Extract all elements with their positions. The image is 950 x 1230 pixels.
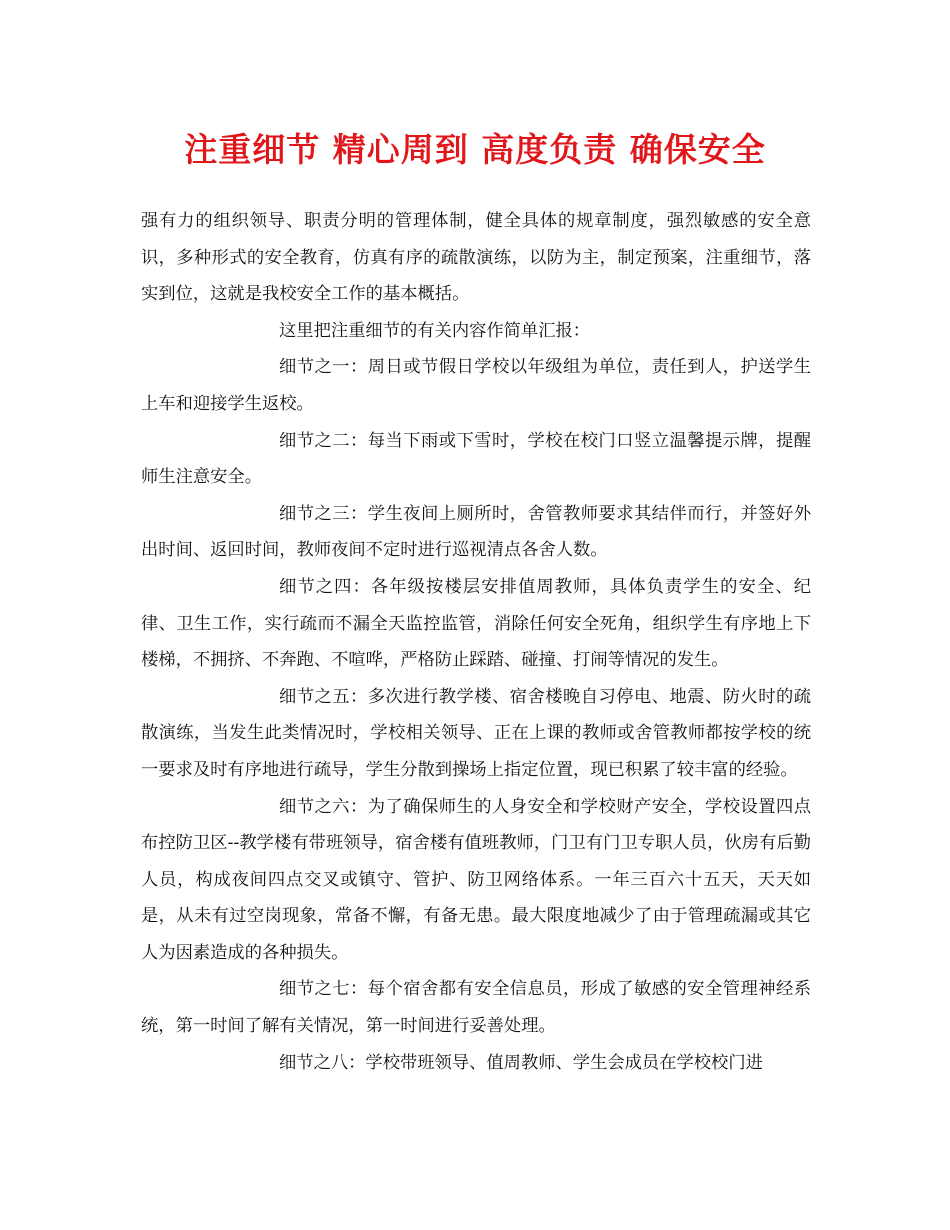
- paragraph-detail-2: 细节之二：每当下雨或下雪时，学校在校门口竖立温馨提示牌，提醒师生注意安全。: [141, 430, 811, 488]
- paragraph-detail-3: 细节之三：学生夜间上厕所时，舍管教师要求其结伴而行，并签好外出时间、返回时间，教师夜间不定时进行巡视清点各舍人数。: [141, 503, 811, 561]
- paragraph-detail-7: 细节之七：每个宿舍都有安全信息员，形成了敏感的安全管理神经系统，第一时间了解有关情况，第一时间进行妥善处理。: [141, 979, 811, 1037]
- paragraph-detail-8: 细节之八：学校带班领导、值周教师、学生会成员在学校校门进: [279, 1052, 763, 1073]
- document-title: 注重细节 精心周到 高度负责 确保安全: [184, 130, 766, 169]
- paragraph-summary-lead: 这里把注重细节的有关内容作简单汇报：: [279, 320, 591, 341]
- paragraph-detail-4: 细节之四：各年级按楼层安排值周教师，具体负责学生的安全、纪律、卫生工作，实行疏而不漏全天监控监管，消除任何安全死角，组织学生有序地上下楼梯，不拥挤、不奔跑、不喧哗，严格防止踩踏、碰撞、打闹等情况的发生。: [141, 576, 811, 671]
- document-body: [141, 203, 811, 1081]
- paragraph-detail-5: 细节之五：多次进行教学楼、宿舍楼晚自习停电、地震、防火时的疏散演练，当发生此类情况时，学校相关领导、正在上课的教师或舍管教师都按学校的统一要求及时有序地进行疏导，学生分散到操场上指定位置，现已积累了较丰富的经验。: [141, 686, 811, 780]
- paragraph-intro: 强有力的组织领导、职责分明的管理体制，健全具体的规章制度，强烈敏感的安全意识，多种形式的安全教育，仿真有序的疏散演练，以防为主，制定预案，注重细节，落实到位，这就是我校安全工作的基本概括。: [141, 211, 811, 305]
- paragraph-detail-1: 细节之一：周日或节假日学校以年级组为单位，责任到人，护送学生上车和迎接学生返校。: [141, 357, 811, 414]
- paragraph-detail-6: 细节之六：为了确保师生的人身安全和学校财产安全，学校设置四点布控防卫区--教学楼有带班领导，宿舍楼有值班教师，门卫有门卫专职人员，伙房有后勤人员，构成夜间四点交叉或镇守、管护、防卫网络体系。一年三百六十五天，天天如是，从未有过空岗现象，常备不懈，有备无患。最大限度地减少了由于管理疏漏或其它人为因素造成的各种损失。: [141, 796, 811, 963]
